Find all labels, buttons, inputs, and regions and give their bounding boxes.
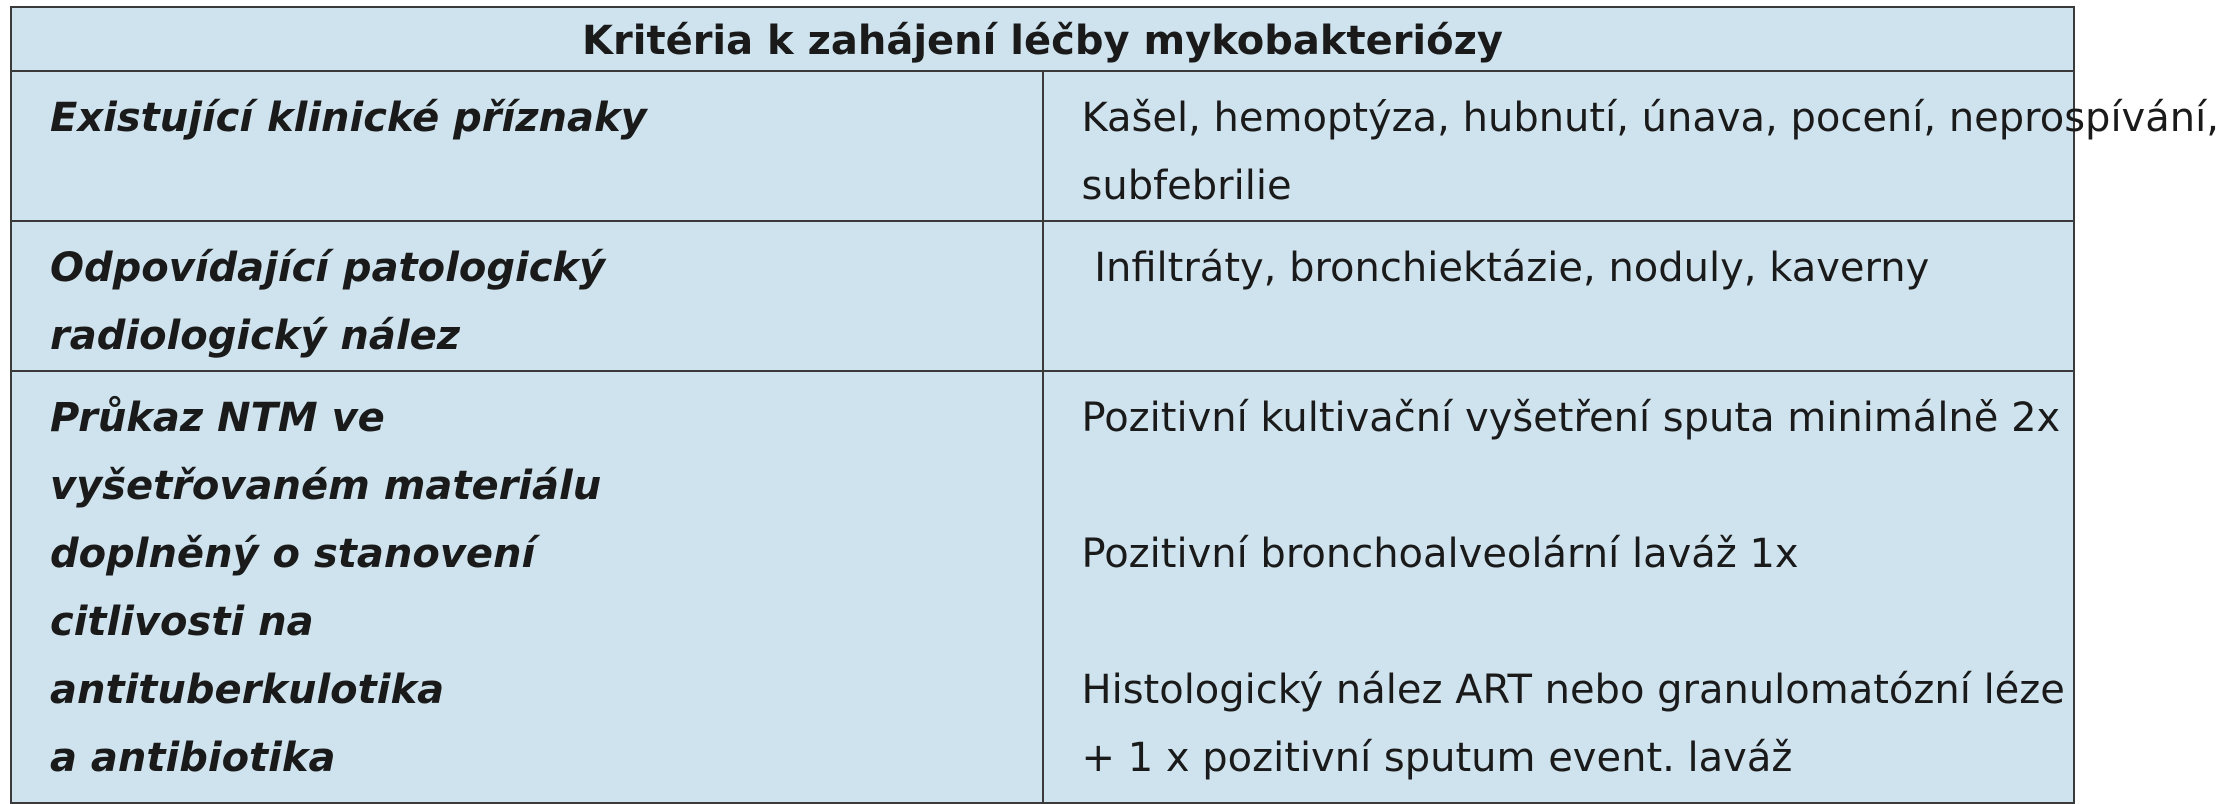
criterion-line: vyšetřovaném materiálu bbox=[50, 463, 602, 509]
criteria-table bbox=[10, 6, 2219, 804]
description-line: + 1 x pozitivní sputum event. laváž bbox=[1081, 735, 1793, 781]
criterion-cell bbox=[11, 71, 1043, 221]
table-row bbox=[11, 371, 2074, 803]
criterion-line: a antibiotika bbox=[50, 735, 336, 781]
criterion-line: citlivosti na bbox=[50, 599, 314, 645]
criterion-line: Odpovídající patologický bbox=[50, 245, 606, 291]
description-line: Pozitivní bronchoalveolární laváž 1x bbox=[1081, 531, 1799, 577]
criterion-line: Existující klinické příznaky bbox=[50, 95, 647, 141]
criterion-line: doplněný o stanovení bbox=[50, 531, 536, 577]
description-cell bbox=[1043, 371, 2075, 803]
criterion-cell bbox=[11, 371, 1043, 803]
line-spacer bbox=[1082, 588, 2064, 656]
table-row bbox=[11, 221, 2074, 371]
description-line: Kašel, hemoptýza, hubnutí, únava, pocení, neprospívání, bbox=[1081, 95, 2219, 141]
description-line: subfebrilie bbox=[1081, 163, 1292, 209]
criterion-cell bbox=[11, 221, 1043, 371]
table-header-row bbox=[11, 7, 2074, 71]
description-cell bbox=[1043, 221, 2075, 371]
criterion-line: antituberkulotika bbox=[50, 667, 445, 713]
description-cell bbox=[1043, 71, 2219, 221]
criterion-line: radiologický nález bbox=[50, 313, 460, 359]
line-spacer bbox=[1082, 452, 2064, 520]
description-line: Histologický nález ART nebo granulomatózní léze bbox=[1081, 667, 2065, 713]
criterion-line: Průkaz NTM ve bbox=[50, 395, 385, 441]
table-title: Kritéria k zahájení léčby mykobakteriózy bbox=[11, 7, 2074, 71]
table-row bbox=[11, 71, 2074, 221]
description-line: Pozitivní kultivační vyšetření sputa minimálně 2x bbox=[1081, 395, 2061, 441]
description-line: Infiltráty, bronchiektázie, noduly, kaverny bbox=[1081, 245, 1930, 291]
criteria-table-container bbox=[10, 6, 2219, 790]
